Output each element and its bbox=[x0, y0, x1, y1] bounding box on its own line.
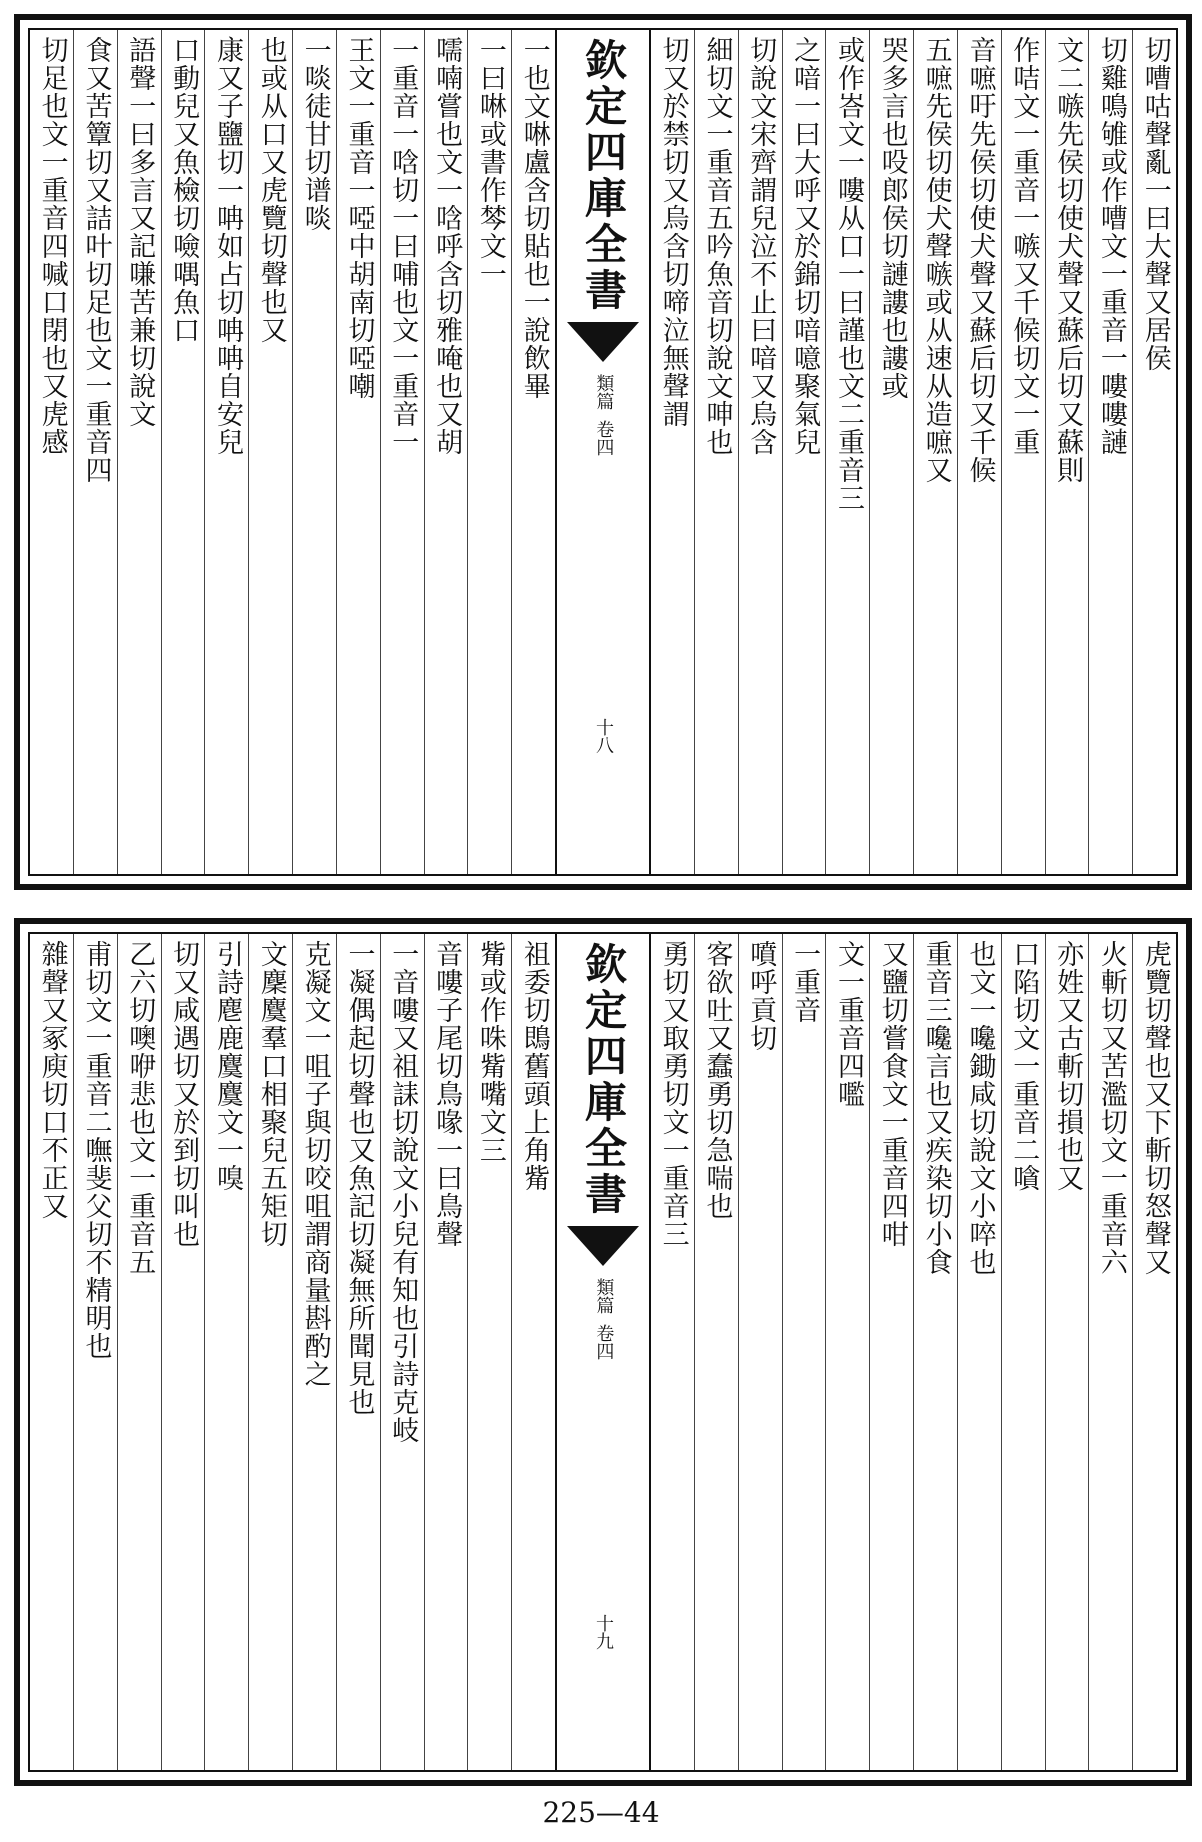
column-text: 切足也文一重音四喊口閉也又虎感 bbox=[36, 36, 68, 456]
text-column bbox=[248, 934, 292, 1770]
folio-number: 十八 bbox=[593, 718, 614, 754]
column-text: 之喑一曰大呼又於錦切喑噫聚氣兒 bbox=[789, 36, 821, 456]
text-column bbox=[913, 30, 957, 874]
right-text-block bbox=[651, 30, 1176, 874]
column-text: 切又於禁切又烏含切啼泣無聲謂 bbox=[657, 36, 689, 428]
column-text: 哭多言也吺郎侯切謰謱也謱或 bbox=[876, 36, 908, 400]
text-column bbox=[511, 30, 555, 874]
column-text: 又鹽切嘗食文一重音四咁 bbox=[876, 940, 908, 1248]
page-upper bbox=[14, 14, 1192, 890]
page-frame bbox=[28, 28, 1178, 876]
column-text: 噴呼貢切 bbox=[745, 940, 777, 1052]
text-column bbox=[825, 934, 869, 1770]
column-text: 乙六切噢咿悲也文一重音五 bbox=[124, 940, 156, 1276]
column-text: 甫切文一重音二嘸斐父切不精明也 bbox=[80, 940, 112, 1360]
column-text: 雜聲又冢庾切口不正又 bbox=[36, 940, 68, 1220]
text-column bbox=[117, 30, 161, 874]
text-column bbox=[30, 30, 73, 874]
column-text: 也文一嚵鋤咸切說文小啐也 bbox=[964, 940, 996, 1276]
text-column bbox=[957, 934, 1001, 1770]
column-text: 王文一重音一啞中胡南切啞嘲 bbox=[343, 36, 375, 400]
column-text: 嚅喃嘗也文一唅呼含切雅唵也又胡 bbox=[431, 36, 463, 456]
page-number-footer: 225—44 bbox=[542, 1796, 660, 1829]
column-text: 音嗻吁先侯切使犬聲又蘇后切又千候 bbox=[964, 36, 996, 484]
text-column bbox=[869, 934, 913, 1770]
text-column bbox=[73, 934, 117, 1770]
text-column bbox=[467, 30, 511, 874]
text-column bbox=[1045, 30, 1089, 874]
column-text: 作咭文一重音一嗾又千候切文一重 bbox=[1008, 36, 1040, 456]
text-column bbox=[424, 934, 468, 1770]
text-column bbox=[467, 934, 511, 1770]
text-column bbox=[738, 30, 782, 874]
text-column bbox=[957, 30, 1001, 874]
left-text-block bbox=[30, 30, 555, 874]
text-column bbox=[869, 30, 913, 874]
column-text: 祖委切鵖舊頭上角觜 bbox=[518, 940, 550, 1192]
column-text: 或作峇文一嘍从口一曰謹也文二重音三 bbox=[832, 36, 864, 512]
column-text: 一曰啉或書作棽文一 bbox=[474, 36, 506, 288]
text-column bbox=[336, 934, 380, 1770]
column-text: 一也文啉盧含切貼也一說飲畢 bbox=[518, 36, 550, 400]
column-text: 克凝文一咀子與切咬咀謂商量斟酌之 bbox=[299, 940, 331, 1388]
category-label: 類篇 bbox=[593, 374, 615, 410]
category-label: 類篇 bbox=[593, 1278, 615, 1314]
text-column bbox=[1132, 30, 1176, 874]
column-text: 引詩麀鹿麌麌文一嗅 bbox=[211, 940, 243, 1192]
page-lower bbox=[14, 918, 1192, 1786]
text-column bbox=[204, 934, 248, 1770]
column-text: 勇切又取勇切文一重音三 bbox=[657, 940, 689, 1248]
book-title: 欽定四庫全書 bbox=[579, 38, 628, 314]
center-banner bbox=[555, 934, 651, 1770]
text-column bbox=[651, 934, 694, 1770]
text-column bbox=[336, 30, 380, 874]
text-column bbox=[117, 934, 161, 1770]
column-text: 亦姓又古斬切損也又 bbox=[1052, 940, 1084, 1192]
text-column bbox=[825, 30, 869, 874]
text-column bbox=[782, 30, 826, 874]
volume-label: 卷四 bbox=[593, 1324, 615, 1360]
text-column bbox=[1045, 934, 1089, 1770]
column-text: 康又子鹽切一呥如占切呥呥自安兒 bbox=[211, 36, 243, 456]
column-text: 一重音一唅切一曰哺也文一重音一 bbox=[387, 36, 419, 456]
text-column bbox=[380, 934, 424, 1770]
text-column bbox=[292, 30, 336, 874]
text-column bbox=[161, 934, 205, 1770]
text-column bbox=[292, 934, 336, 1770]
text-column bbox=[782, 934, 826, 1770]
column-text: 客欲吐又蠢勇切急喘也 bbox=[701, 940, 733, 1220]
column-text: 重音三嚵言也又疾染切小食 bbox=[920, 940, 952, 1276]
text-column bbox=[694, 934, 738, 1770]
column-text: 文麇麌羣口相聚兒五矩切 bbox=[255, 940, 287, 1248]
column-text: 切又咸遇切又於到切叫也 bbox=[168, 940, 200, 1248]
text-column bbox=[380, 30, 424, 874]
column-text: 食又苦簟切又詰叶切足也文一重音四 bbox=[80, 36, 112, 484]
column-text: 切嘈咕聲亂一曰大聲又居侯 bbox=[1139, 36, 1171, 372]
folio-number: 十九 bbox=[593, 1614, 614, 1650]
column-text: 一音嘍又祖誄切說文小兒有知也引詩克岐 bbox=[387, 940, 419, 1444]
column-text: 細切文一重音五吟魚音切說文呻也 bbox=[701, 36, 733, 456]
column-text: 口陷切文一重音二嗿 bbox=[1008, 940, 1040, 1192]
fish-tail-ornament-icon bbox=[567, 1226, 639, 1266]
column-text: 也或从口又虎覽切聲也又 bbox=[255, 36, 287, 344]
book-title: 欽定四庫全書 bbox=[579, 942, 628, 1218]
column-text: 切說文宋齊謂兒泣不止曰喑又烏含 bbox=[745, 36, 777, 456]
text-column bbox=[694, 30, 738, 874]
text-column bbox=[248, 30, 292, 874]
text-column bbox=[1088, 934, 1132, 1770]
column-text: 文二嗾先侯切使犬聲又蘇后切又蘇則 bbox=[1052, 36, 1084, 484]
column-text: 觜或作咮觜嘴文三 bbox=[474, 940, 506, 1164]
text-column bbox=[511, 934, 555, 1770]
column-text: 切雞鳴雊或作嘈文一重音一嘍嘍謰 bbox=[1095, 36, 1127, 456]
text-column bbox=[161, 30, 205, 874]
text-column bbox=[1132, 934, 1176, 1770]
text-column bbox=[204, 30, 248, 874]
column-text: 音嘍子尾切鳥喙一曰鳥聲 bbox=[431, 940, 463, 1248]
text-column bbox=[1001, 934, 1045, 1770]
fish-tail-ornament-icon bbox=[567, 322, 639, 362]
right-text-block bbox=[651, 934, 1176, 1770]
text-column bbox=[1001, 30, 1045, 874]
column-text: 火斬切又苦濫切文一重音六 bbox=[1095, 940, 1127, 1276]
text-column bbox=[913, 934, 957, 1770]
column-text: 虎覽切聲也又下斬切怒聲又 bbox=[1139, 940, 1171, 1276]
column-text: 文一重音四嚂 bbox=[832, 940, 864, 1108]
column-text: 語聲一曰多言又記嗛苦兼切說文 bbox=[124, 36, 156, 428]
column-text: 一啖徒甘切谱啖 bbox=[299, 36, 331, 232]
text-column bbox=[73, 30, 117, 874]
text-column bbox=[1088, 30, 1132, 874]
text-column bbox=[30, 934, 73, 1770]
center-banner bbox=[555, 30, 651, 874]
left-text-block bbox=[30, 934, 555, 1770]
column-text: 一重音 bbox=[789, 940, 821, 1024]
text-column bbox=[738, 934, 782, 1770]
page-frame bbox=[28, 932, 1178, 1772]
column-text: 口動兒又魚檢切噞喁魚口 bbox=[168, 36, 200, 344]
text-column bbox=[424, 30, 468, 874]
text-column bbox=[651, 30, 694, 874]
volume-label: 卷四 bbox=[593, 420, 615, 456]
column-text: 五嗻先侯切使犬聲嗾或从速从造嗻又 bbox=[920, 36, 952, 484]
column-text: 一凝偶起切聲也又魚記切凝無所聞見也 bbox=[343, 940, 375, 1416]
